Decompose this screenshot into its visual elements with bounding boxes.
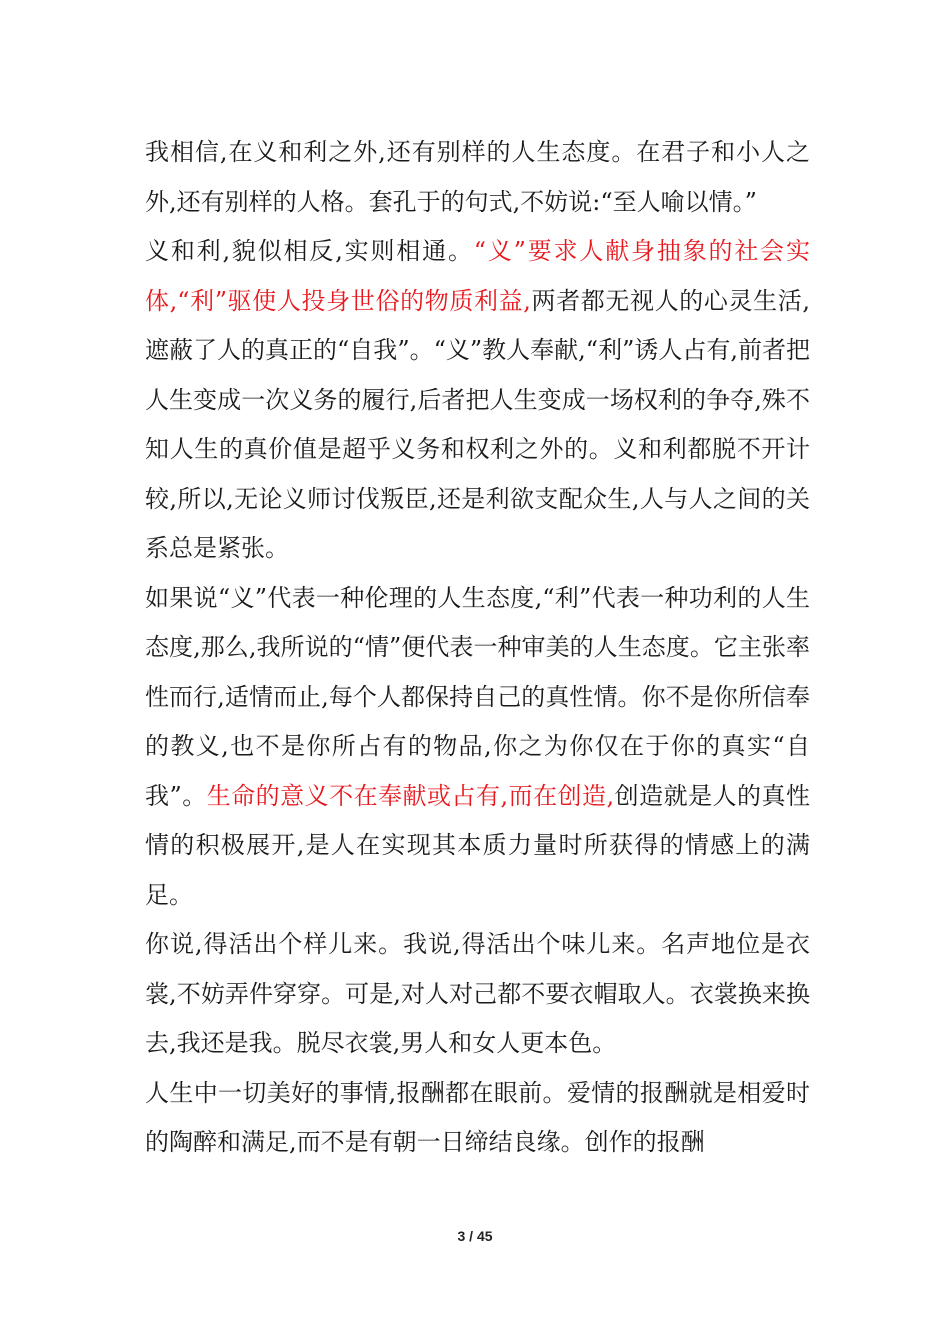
text-segment: 你说,得活出个样儿来。我说,得活出个味儿来。名声地位是衣裳,不妨弄件穿穿。可是,对人对己都不要衣帽取人。衣裳换来换去,我还是我。脱尽衣裳,男人和女人更本色。 xyxy=(145,930,810,1057)
paragraph xyxy=(145,920,810,1069)
text-segment: 义和利,貌似相反,实则相通。 xyxy=(145,237,474,265)
paragraph xyxy=(145,1069,810,1168)
page-number: 3 / 45 xyxy=(457,1228,493,1244)
highlighted-text: “义”要求人献身抽象的社会实体,“利”驱使人投身世俗的物质利益, xyxy=(145,237,810,315)
text-segment: 两者都无视人的心灵生活,遮蔽了人的真正的“自我”。“义”教人奉献,“利”诱人占有,前者把人生变成一次义务的履行,后者把人生变成一场权利的争夺,殊不知人生的真价值是超乎义务和权利之外的。义和利都脱不开计较,所以,无论义师讨伐叛臣,还是利欲支配众生,人与人之间的关系总是紧张。 xyxy=(145,286,810,562)
body-text xyxy=(145,128,810,1168)
paragraph xyxy=(145,128,810,227)
text-segment: 我相信,在义和利之外,还有别样的人生态度。在君子和小人之外,还有别样的人格。套孔于的句式,不妨说:“至人喻以情。” xyxy=(145,138,810,216)
paragraph xyxy=(145,227,810,574)
text-segment: 如果说“义”代表一种伦理的人生态度,“利”代表一种功利的人生态度,那么,我所说的“情”便代表一种审美的人生态度。它主张率性而行,适情而止,每个人都保持自己的真性情。你不是你所信奉的教义,也不是你所占有的物品,你之为你仅在于你的真实“自我”。 xyxy=(145,583,810,810)
paragraph xyxy=(145,574,810,921)
text-segment: 创造就是人的真性情的积极展开,是人在实现其本质力量时所获得的情感上的满足。 xyxy=(145,781,810,909)
text-segment: 人生中一切美好的事情,报酬都在眼前。爱情的报酬就是相爱时的陶醉和满足,而不是有朝一日缔结良缘。创作的报酬 xyxy=(145,1078,810,1156)
highlighted-text: 生命的意义不在奉献或占有,而在创造, xyxy=(206,781,615,810)
